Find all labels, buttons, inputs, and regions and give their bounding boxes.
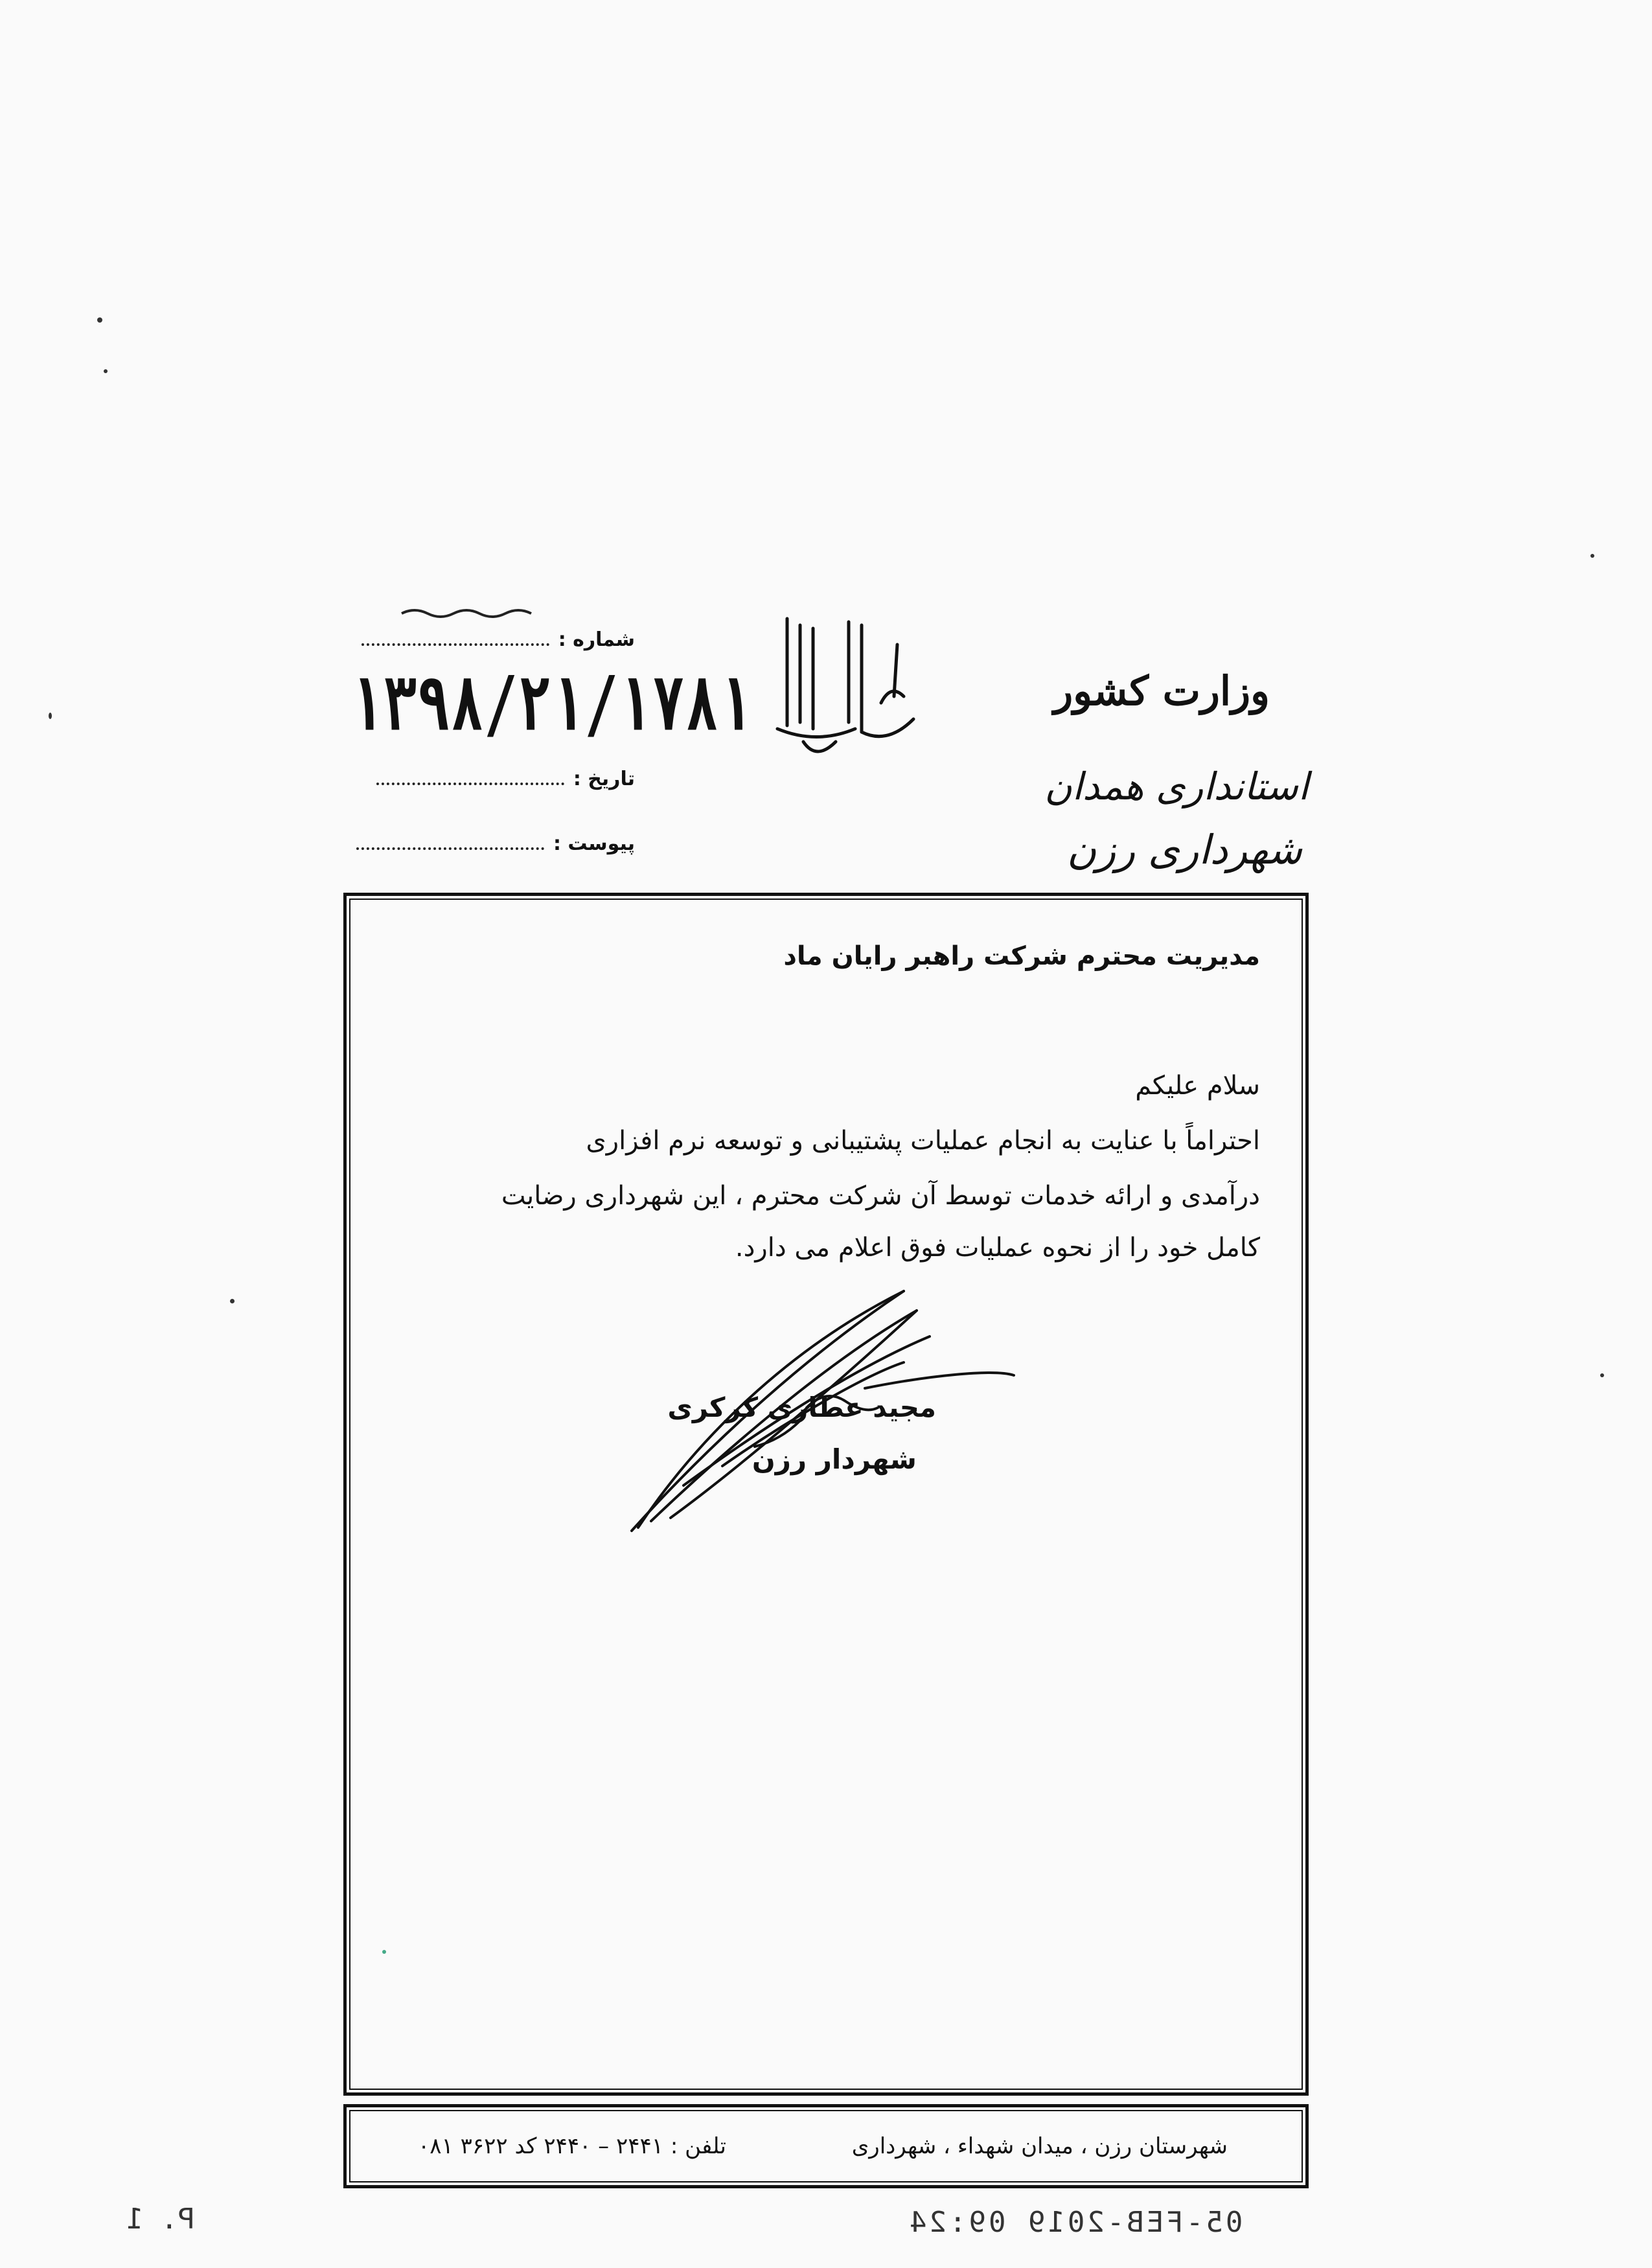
scan-speck [1600, 1373, 1604, 1377]
scan-speck [104, 369, 108, 373]
scan-speck [230, 1299, 235, 1303]
body-line: کامل خود را از نحوه عملیات فوق اعلام می دارد. [735, 1233, 1260, 1263]
bismillah-calligraphy-art [764, 606, 926, 781]
letter-meta-fields [350, 596, 753, 868]
date-dotted-line [376, 779, 564, 785]
body-line: درآمدی و ارائه خدمات توسط آن شرکت محترم ، این شهرداری رضایت [501, 1181, 1260, 1211]
issuer-letterhead [1037, 622, 1309, 894]
footer-address: شهرستان رزن ، میدان شهداء ، شهرداری [851, 2133, 1228, 2159]
attachment-dotted-line [356, 843, 544, 850]
greeting: سلام علیکم [1135, 1071, 1260, 1101]
handwritten-number-scribble [350, 599, 544, 625]
date-field [376, 768, 635, 790]
number-stamp-value: ۱۳۹۸/۲۱/۱۷۸۱ [350, 661, 753, 748]
number-dotted-line [361, 639, 549, 646]
attachment-field [356, 832, 635, 855]
fax-page-number: P. 1 [126, 2203, 195, 2236]
signer-title: شهردار رزن [751, 1443, 917, 1475]
number-field [361, 628, 635, 651]
handwritten-signature [593, 1272, 1020, 1544]
body-line: احتراماً با عنایت به انجام عملیات پشتیبانی و توسعه نرم افزاری [586, 1126, 1260, 1156]
letter-footer-frame [343, 2104, 1309, 2188]
bismillah-calligraphy [764, 606, 926, 781]
ministry-name: وزارت کشور [1053, 667, 1270, 715]
footer-phone: تلفن : ۲۴۴۱ – ۲۴۴۰ کد ۳۶۲۲ ۰۸۱ [418, 2133, 726, 2159]
letter-body-frame [343, 893, 1309, 2096]
attachment-label: پیوست : [553, 832, 635, 855]
scan-speck [49, 713, 52, 719]
number-label: شماره : [558, 628, 635, 651]
addressee: مدیریت محترم شرکت راهبر رایان ماد [783, 941, 1260, 971]
scan-speck [1590, 554, 1594, 558]
fax-timestamp: 05-FEB-2019 09:24 [907, 2206, 1243, 2239]
governorate-name: استانداری همدان [1044, 764, 1309, 808]
signer-name: مجید عطاری کرکری [667, 1392, 936, 1423]
date-label: تاریخ : [573, 768, 635, 790]
municipality-name: شهرداری رزن [1066, 826, 1302, 873]
scan-speck [97, 317, 102, 323]
